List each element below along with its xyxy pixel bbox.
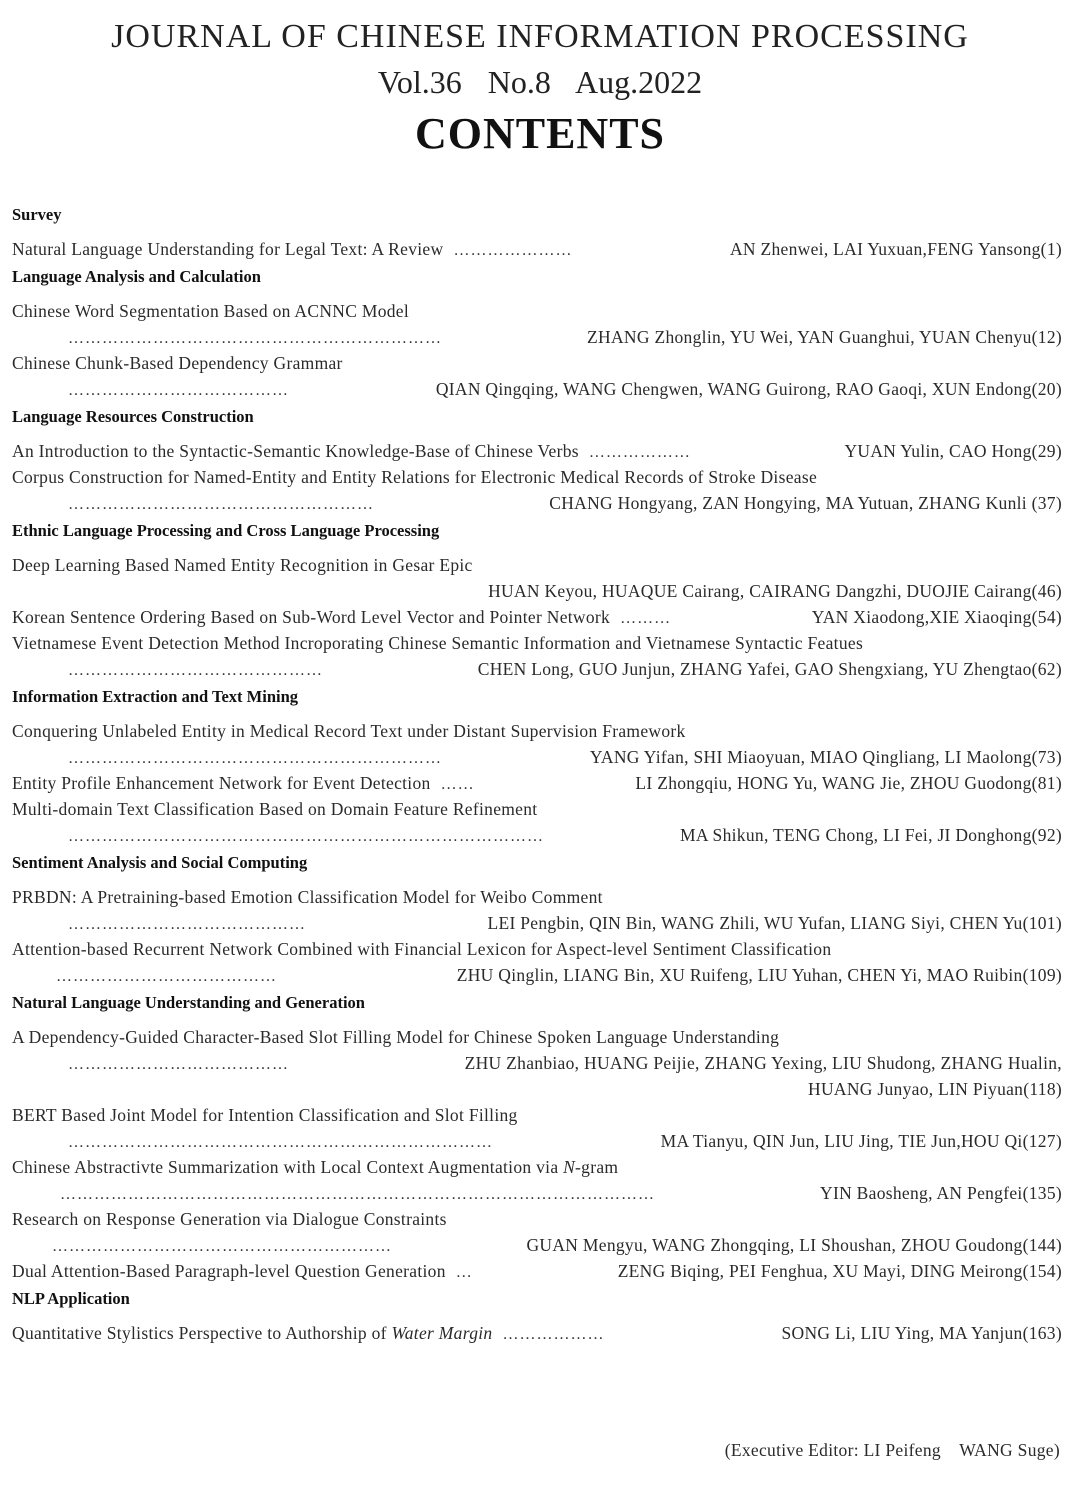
toc-entry-byline <box>12 490 1062 516</box>
toc-entry-byline <box>12 744 1062 770</box>
toc-entry-title[interactable] <box>12 718 1062 744</box>
leader-dots: ………………… <box>453 242 573 259</box>
entry-authors: SONG Li, LIU Ying, MA Yanjun(163) <box>781 1323 1062 1343</box>
entry-title: Chinese Abstractivte Summarization with Local Context Augmentation via N-gram <box>12 1157 619 1177</box>
entry-authors: CHANG Hongyang, ZAN Hongying, MA Yutuan, ZHANG Kunli (37) <box>549 493 1062 513</box>
section-survey: Survey <box>12 205 62 224</box>
entry-authors: YANG Yifan, SHI Miaoyuan, MIAO Qingliang, LI Maolong(73) <box>589 747 1062 767</box>
toc-entry-title[interactable] <box>12 1024 1062 1050</box>
toc-entry-title[interactable] <box>12 1206 1062 1232</box>
leader-dots: ………………………………………………………… <box>68 750 442 767</box>
toc-entry-byline <box>12 822 1062 848</box>
entry-title: A Dependency-Guided Character-Based Slot Filling Model for Chinese Spoken Language Understanding <box>12 1027 780 1047</box>
leader-dots: …………………………………………………………………………………………… <box>60 1186 655 1203</box>
toc-entry-byline-continued <box>12 1076 1062 1102</box>
entry-authors: ZENG Biqing, PEI Fenghua, XU Mayi, DING Meirong(154) <box>617 1261 1062 1281</box>
leader-dots: …………………………………… <box>68 916 306 933</box>
entry-authors: AN Zhenwei, LAI Yuxuan,FENG Yansong(1) <box>729 239 1062 259</box>
toc-entry-byline <box>12 656 1062 682</box>
section-language-resources: Language Resources Construction <box>12 407 254 426</box>
leader-dots: ……………………………………………… <box>68 496 374 513</box>
leader-dots: ………………………………………………………………………… <box>68 828 544 845</box>
entry-authors: ZHU Qinglin, LIANG Bin, XU Ruifeng, LIU Yuhan, CHEN Yi, MAO Ruibin(109) <box>456 965 1062 985</box>
journal-title: JOURNAL OF CHINESE INFORMATION PROCESSING <box>111 18 969 55</box>
entry-title: Conquering Unlabeled Entity in Medical Record Text under Distant Supervision Framework <box>12 721 686 741</box>
section-nlp-application: NLP Application <box>12 1289 130 1308</box>
table-of-contents <box>12 200 1062 1346</box>
leader-dots: ………………………………… <box>68 1056 289 1073</box>
section-nlu-generation: Natural Language Understanding and Generation <box>12 993 365 1012</box>
section-sentiment-analysis: Sentiment Analysis and Social Computing <box>12 853 308 872</box>
leader-dots: ……………… <box>502 1326 605 1343</box>
entry-authors: YIN Baosheng, AN Pengfei(135) <box>820 1183 1062 1203</box>
entry-title: Vietnamese Event Detection Method Incroporating Chinese Semantic Information and Vietnamese Syntactic Featues <box>12 633 864 653</box>
toc-entry-byline <box>12 1180 1062 1206</box>
toc-entry[interactable] <box>12 1258 1062 1284</box>
toc-entry[interactable] <box>12 438 1062 464</box>
toc-entry-byline <box>12 962 1062 988</box>
entry-authors: LI Zhongqiu, HONG Yu, WANG Jie, ZHOU Guodong(81) <box>635 773 1062 793</box>
entry-authors: YAN Xiaodong,XIE Xiaoqing(54) <box>811 607 1062 627</box>
leader-dots: … <box>455 1264 473 1281</box>
leader-dots: ………………………………………………………………… <box>68 1134 493 1151</box>
toc-entry-title[interactable] <box>12 464 1062 490</box>
leader-dots: ……… <box>620 610 672 627</box>
leader-dots: ………………………………… <box>68 382 289 399</box>
leader-dots: …… <box>440 776 475 793</box>
section-information-extraction: Information Extraction and Text Mining <box>12 687 299 706</box>
entry-title: Attention-based Recurrent Network Combined with Financial Lexicon for Aspect-level Sentiment Classification <box>12 939 832 959</box>
toc-entry[interactable] <box>12 1320 1062 1346</box>
entry-authors: LEI Pengbin, QIN Bin, WANG Zhili, WU Yufan, LIANG Siyi, CHEN Yu(101) <box>487 913 1062 933</box>
toc-entry-byline <box>12 324 1062 350</box>
entry-title: BERT Based Joint Model for Intention Classification and Slot Filling <box>12 1105 518 1125</box>
entry-authors: MA Tianyu, QIN Jun, LIU Jing, TIE Jun,HOU Qi(127) <box>660 1131 1062 1151</box>
entry-title: Multi-domain Text Classification Based on Domain Feature Refinement <box>12 799 538 819</box>
entry-authors: MA Shikun, TENG Chong, LI Fei, JI Donghong(92) <box>680 825 1062 845</box>
toc-entry[interactable] <box>12 770 1062 796</box>
toc-entry-title[interactable] <box>12 884 1062 910</box>
toc-entry-byline <box>12 1232 1062 1258</box>
entry-title: Chinese Chunk-Based Dependency Grammar <box>12 353 343 373</box>
entry-title: Dual Attention-Based Paragraph-level Question Generation <box>12 1261 446 1281</box>
entry-title: Korean Sentence Ordering Based on Sub-Word Level Vector and Pointer Network <box>12 607 611 627</box>
section-ethnic-language: Ethnic Language Processing and Cross Language Processing <box>12 521 440 540</box>
toc-entry[interactable] <box>12 604 1062 630</box>
entry-title: Research on Response Generation via Dialogue Constraints <box>12 1209 447 1229</box>
toc-entry-title[interactable] <box>12 796 1062 822</box>
toc-entry-title[interactable] <box>12 350 1062 376</box>
toc-entry-title[interactable] <box>12 298 1062 324</box>
executive-editor-credit: (Executive Editor: LI Peifeng WANG Suge) <box>724 1440 1060 1460</box>
toc-entry-title[interactable] <box>12 936 1062 962</box>
leader-dots: …………………………………………………… <box>52 1238 392 1255</box>
leader-dots: ………………………………………………………… <box>68 330 442 347</box>
toc-entry-title[interactable] <box>12 552 1062 578</box>
entry-title: Natural Language Understanding for Legal Text: A Review <box>12 239 444 259</box>
leader-dots: ………………………………… <box>56 968 277 985</box>
toc-entry-byline <box>12 910 1062 936</box>
toc-entry-title[interactable] <box>12 1154 1062 1180</box>
entry-authors: ZHU Zhanbiao, HUANG Peijie, ZHANG Yexing, LIU Shudong, ZHANG Hualin, <box>464 1053 1062 1073</box>
toc-entry-byline <box>12 578 1062 604</box>
entry-title: Chinese Word Segmentation Based on ACNNC Model <box>12 301 410 321</box>
toc-entry-byline <box>12 376 1062 402</box>
entry-title: PRBDN: A Pretraining-based Emotion Classification Model for Weibo Comment <box>12 887 603 907</box>
entry-authors: ZHANG Zhonglin, YU Wei, YAN Guanghui, YUAN Chenyu(12) <box>587 327 1062 347</box>
leader-dots: ……………… <box>588 444 691 461</box>
toc-entry[interactable] <box>12 236 1062 262</box>
toc-entry-byline <box>12 1128 1062 1154</box>
entry-title: Deep Learning Based Named Entity Recognition in Gesar Epic <box>12 555 473 575</box>
entry-title: Entity Profile Enhancement Network for Event Detection <box>12 773 431 793</box>
entry-authors: QIAN Qingqing, WANG Chengwen, WANG Guirong, RAO Gaoqi, XUN Endong(20) <box>435 379 1062 399</box>
toc-entry-byline <box>12 1050 1062 1076</box>
entry-authors: CHEN Long, GUO Junjun, ZHANG Yafei, GAO Shengxiang, YU Zhengtao(62) <box>477 659 1062 679</box>
entry-authors: YUAN Yulin, CAO Hong(29) <box>844 441 1062 461</box>
entry-title: An Introduction to the Syntactic-Semantic Knowledge-Base of Chinese Verbs <box>12 441 579 461</box>
entry-authors: HUAN Keyou, HUAQUE Cairang, CAIRANG Dangzhi, DUOJIE Cairang(46) <box>488 581 1062 601</box>
page-title: CONTENTS <box>414 109 666 158</box>
leader-dots: ……………………………………… <box>68 662 323 679</box>
entry-authors-continued: HUANG Junyao, LIN Piyuan(118) <box>808 1079 1062 1099</box>
entry-title: Quantitative Stylistics Perspective to Authorship of Water Margin <box>12 1323 493 1343</box>
entry-authors: GUAN Mengyu, WANG Zhongqing, LI Shoushan, ZHOU Goudong(144) <box>526 1235 1062 1255</box>
entry-title: Corpus Construction for Named-Entity and Entity Relations for Electronic Medical Records of Stroke Disease <box>12 467 818 487</box>
toc-entry-title[interactable] <box>12 1102 1062 1128</box>
toc-entry-title[interactable] <box>12 630 1062 656</box>
issue-info: Vol.36 No.8 Aug.2022 <box>377 64 703 100</box>
section-language-analysis: Language Analysis and Calculation <box>12 267 261 286</box>
